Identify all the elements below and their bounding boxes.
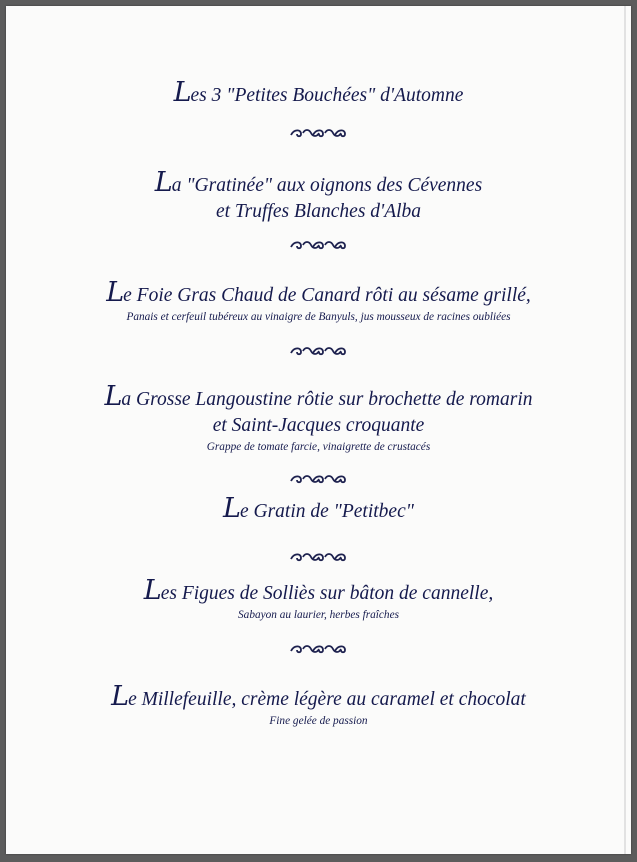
course-subtitle: Panais et cerfeuil tubéreux au vinaigre de Banyuls, jus mousseux de racines oubliées (126, 311, 511, 323)
swirl-ornament-icon (6, 642, 631, 660)
course-3 (6, 277, 631, 325)
swirl-ornament-icon (6, 550, 631, 568)
course-title-line2: et Truffes Blanches d'Alba (215, 201, 422, 222)
swirl-ornament-icon (6, 472, 631, 490)
course-initial: L (143, 575, 161, 606)
course-initial: L (104, 381, 122, 412)
course-4 (6, 381, 631, 455)
course-title: La Grosse Langoustine rôtie sur brochette de romarin (104, 381, 533, 412)
course-title: Les 3 "Petites Bouchées" d'Automne (173, 77, 464, 108)
course-2 (6, 167, 631, 225)
course-title: Le Gratin de "Petitbec" (223, 493, 414, 524)
menu-card (6, 6, 631, 854)
course-title-line2: et Saint-Jacques croquante (212, 415, 425, 436)
swirl-ornament-icon (6, 126, 631, 144)
course-initial: L (111, 681, 129, 712)
page-edge (624, 6, 626, 854)
course-6 (6, 575, 631, 623)
course-5 (6, 493, 631, 525)
course-initial: L (154, 167, 172, 198)
course-subtitle: Fine gelée de passion (269, 715, 368, 727)
course-1 (6, 77, 631, 109)
swirl-ornament-icon (6, 344, 631, 362)
course-title: Les Figues de Solliès sur bâton de cannelle, (143, 575, 494, 606)
course-initial: L (106, 277, 124, 308)
course-title: Le Foie Gras Chaud de Canard rôti au sésame grillé, (106, 277, 531, 308)
swirl-ornament-icon (6, 238, 631, 256)
course-subtitle: Grappe de tomate farcie, vinaigrette de crustacés (206, 441, 431, 453)
course-subtitle: Sabayon au laurier, herbes fraîches (238, 609, 399, 621)
course-title: Le Millefeuille, crème légère au caramel et chocolat (111, 681, 526, 712)
course-7 (6, 681, 631, 729)
course-initial: L (223, 493, 240, 524)
course-title: La "Gratinée" aux oignons des Cévennes (154, 167, 483, 198)
course-initial: L (173, 77, 191, 108)
